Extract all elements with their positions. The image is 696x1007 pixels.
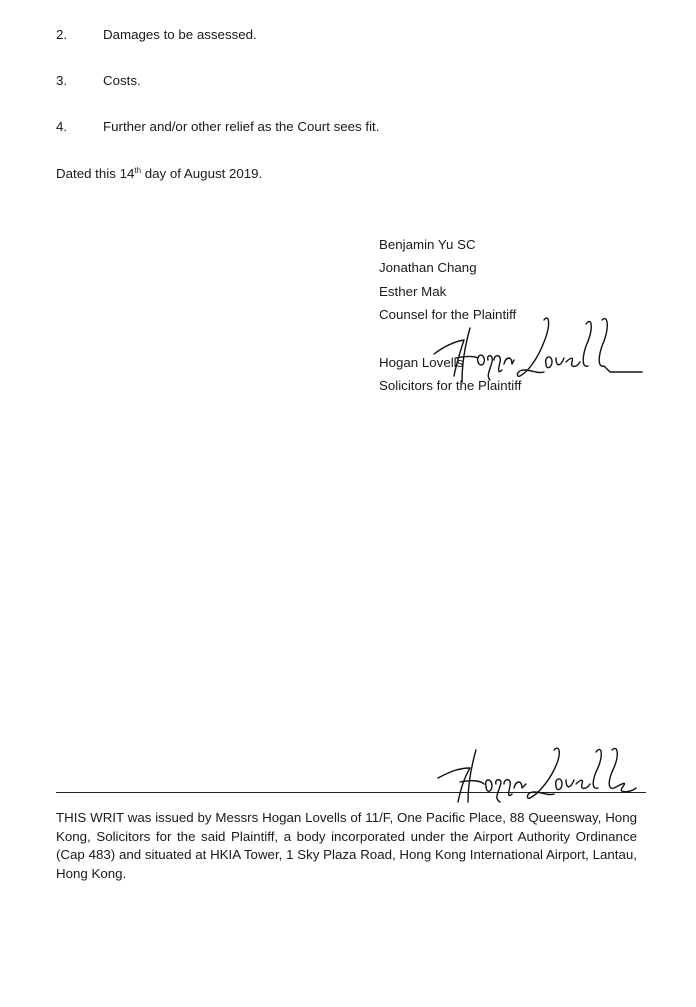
counsel-name: Esther Mak [379,283,447,299]
hogan-lovells-signature [436,744,650,806]
item-text: Damages to be assessed. [103,27,257,42]
item-text: Further and/or other relief as the Court sees fit. [103,119,380,134]
item-number: 3. [56,73,68,88]
counsel-name: Jonathan Chang [379,260,477,276]
item-text: Costs. [103,73,141,88]
solicitor-firm: Hogan Lovells [379,354,464,370]
counsel-role: Counsel for the Plaintiff [379,307,517,323]
item-number: 2. [56,27,68,42]
dated-prefix: Dated this 14 [56,166,135,181]
dated-line [56,166,262,182]
dated-rest: day of August 2019. [141,166,263,181]
solicitor-role: Solicitors for the Plaintiff [379,378,522,394]
dated-ordinal: th [134,166,142,175]
item-number: 4. [56,119,68,134]
counsel-name: Benjamin Yu SC [379,237,476,252]
writ-issuance-statement: THIS WRIT was issued by Messrs Hogan Lovells of 11/F, One Pacific Place, 88 Queensway, Hong Kong, Solicitors for the said Plaintiff, a body incorporated under the Airport Authority Ordinance (Cap 483) and situated at HKIA Tower, 1 Sky Plaza Road, Hong Kong International Airport, Lantau, Hong Kong. [56,810,637,882]
hogan-lovells-signature [432,312,644,390]
